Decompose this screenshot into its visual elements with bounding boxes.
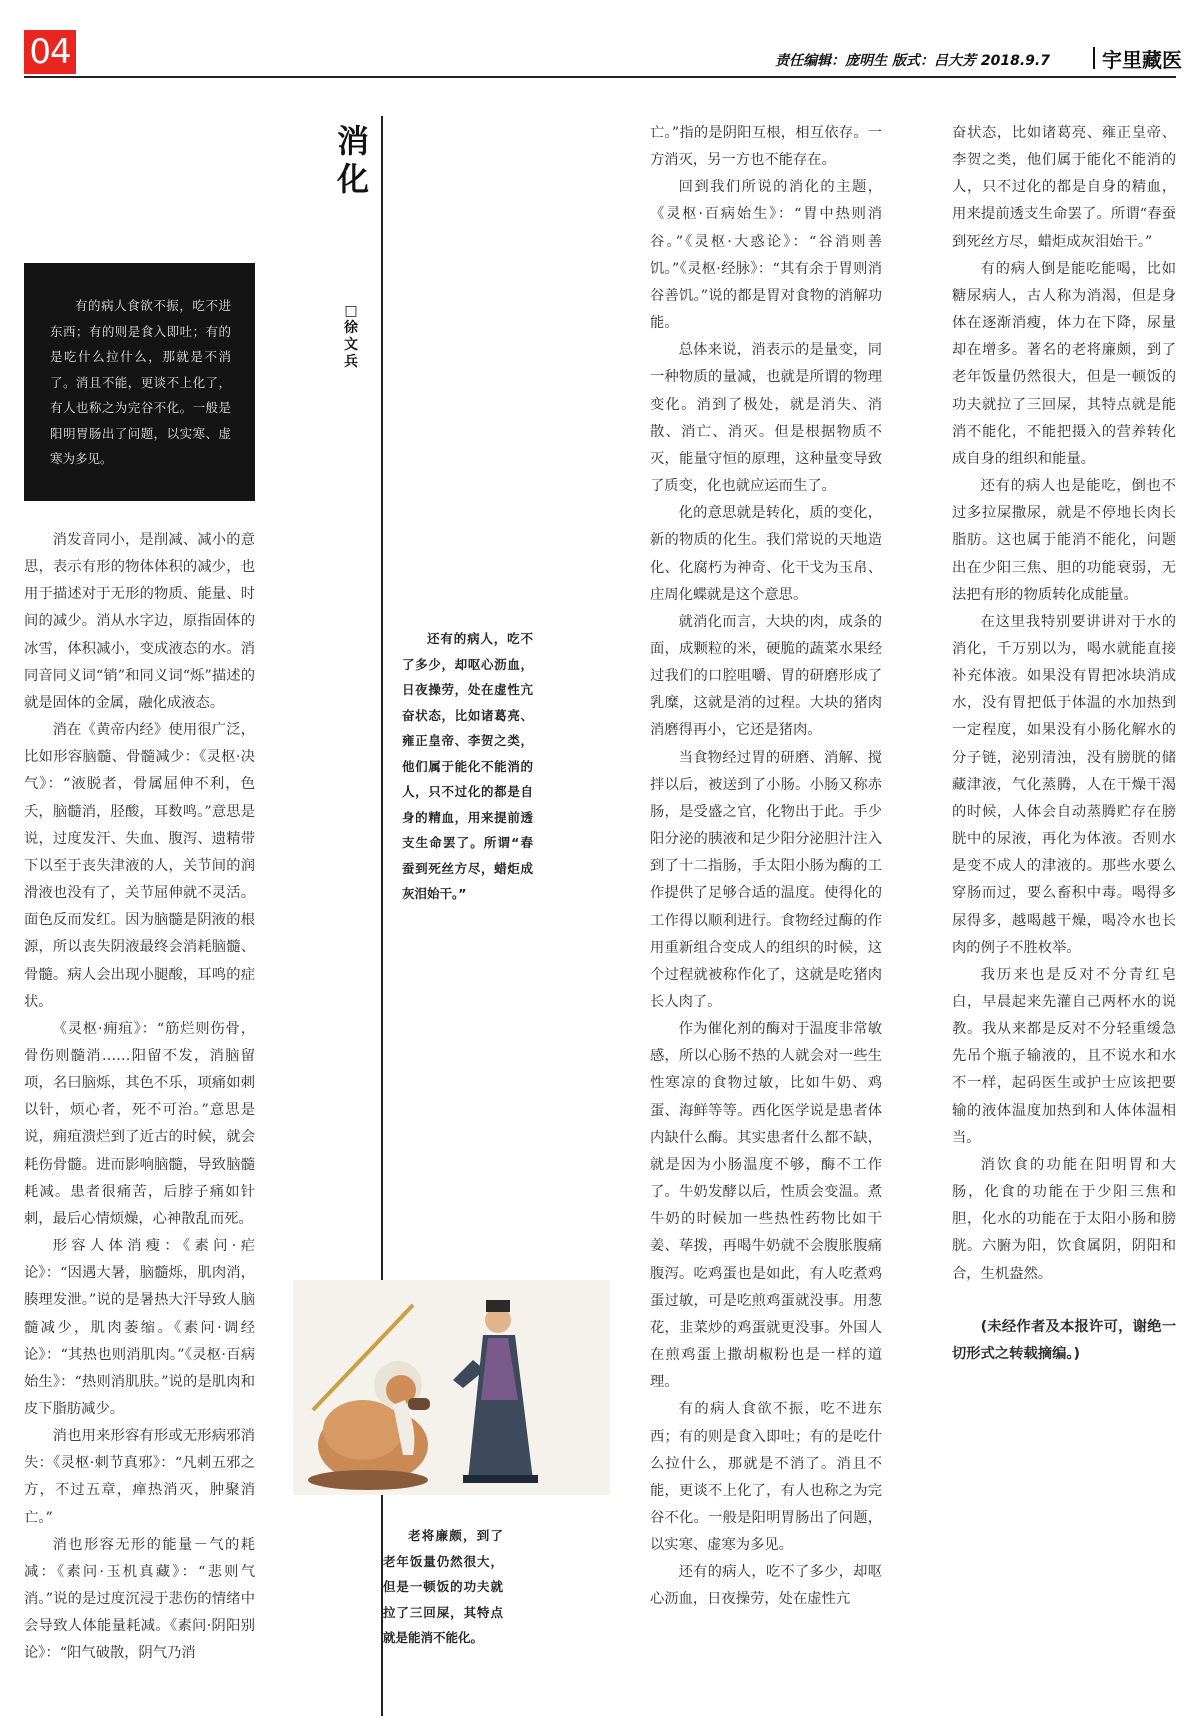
figurine-photo [293,1280,610,1495]
author-mark: □ [344,303,358,319]
paragraph: 还有的病人，吃不了多少，却呕心沥血，日夜操劳，处在虚性亢 [650,1564,882,1608]
page-number: 04 [24,30,76,74]
paragraph: 就消化而言，大块的肉，成条的面，成颗粒的米，硬脆的蔬菜水果经过我们的口腔咀嚼、胃的研磨形成了乳糜，这就是消的过程。大块的猪肉消磨得再小，它还是猪肉。 [650,613,882,739]
author-char: 徐 [344,320,358,336]
title-char: 消 [336,122,369,160]
header-rule [24,76,1176,78]
paragraph: 形容人体消瘦：《素问·疟论》：“因遇大暑，脑髓烁，肌肉消，腠理发泄。”说的是暑热大汗导致人脑髓减少，肌肉萎缩。《素问·调经论》：“其热也则消肌肉。”《灵枢·百病始生》：“热则消肌肤。”说的是肌肉和皮下脂肪减少。 [24,1238,255,1417]
pullquote-text: 老将廉颇，到了老年饭量仍然很大，但是一顿饭的功夫就拉了三回屎，其特点就是能消不能化。 [383,1528,503,1645]
section-title: 宇里藏医 [1102,48,1182,72]
figurine-illustration [293,1280,610,1495]
pullquote-1 [402,626,533,907]
paragraph: 作为催化剂的酶对于温度非常敏感，所以心肠不热的人就会对一些生性寒凉的食物过敏，比如牛奶、鸡蛋、海鲜等等。西化医学说是患者体内缺什么酶。其实患者什么都不缺，就是因为小肠温度不够，酶不工作了。牛奶发酵以后，性质会变温。煮牛奶的时候加一些热性药物比如干姜、荜拨，再喝牛奶就不会腹胀腹痛腹泻。吃鸡蛋也是如此，有人吃煮鸡蛋过敏，可是吃煎鸡蛋就没事。用葱花，韭菜炒的鸡蛋就更没事。外国人在煎鸡蛋上撒胡椒粉也是一样的道理。 [650,1021,882,1391]
paragraph: 消在《黄帝内经》使用很广泛，比如形容脑髓、骨髓减少：《灵枢·决气》：“液脱者，骨属屈伸不利，色夭，脑髓消，胫酸，耳数鸣。”意思是说，过度发汗、失血、腹泻、遗精带下以至于丧失津液的人，关节间的润滑液也没有了，关节屈伸就不灵活。面色反而发红。因为脑髓是阴液的根源，所以丧失阴液最终会消耗脑髓、骨髓。病人会出现小腿酸，耳鸣的症状。 [24,722,255,1010]
author-char: 兵 [344,354,358,370]
paragraph: 消也用来形容有形或无形病邪消失：《灵枢·刺节真邪》：“凡刺五邪之方，不过五章，瘅热消灭，肿聚消亡。” [24,1428,255,1526]
article-author [339,303,363,371]
paragraph: 在这里我特别要讲讲对于水的消化，千万别以为，喝水就能直接补充体液。如果没有胃把冰块消成水，没有胃把低于体温的水加热到一定程度，如果没有小肠化解水的分子链，泌别清浊，没有膀胱的储藏津液，气化蒸腾，人在干燥干渴的时候，人体会自动蒸腾贮存在膀胱中的尿液，再化为体液。否则水是变不成人的津液的。那些水要么穿肠而过，要么畜积中毒。喝得多尿得多，越喝越干燥，喝冷水也长肉的例子不胜枚举。 [952,613,1176,956]
title-char: 化 [336,160,369,198]
paragraph: 消也形容无形的能量－气的耗减：《素问·玉机真藏》：“悲则气消。”说的是过度沉浸于悲伤的情绪中会导致人体能量耗减。《素问·阴阳别论》：“阳气破散，阴气乃消 [24,1536,255,1662]
paragraph: 消发音同小，是削减、减小的意思，表示有形的物体体积的减少，也用于描述对于无形的物质、能量、时间的减少。消从水字边，原指固体的冰雪，体积减小，变成液态的水。消同音同义词“销”和同义词“烁”描述的就是固体的金属，融化成液态。 [24,532,255,711]
lead-text: 有的病人食欲不振，吃不进东西；有的则是食入即吐；有的是吃什么拉什么，那就是不消了。消且不能，更谈不上化了，有人也称之为完谷不化。一般是阳明胃肠出了问题，以实寒、虚寒为多见。 [50,298,231,466]
paragraph: 我历来也是反对不分青红皂白，早晨起来先灌自己两杯水的说教。我从来都是反对不分轻重缓急先吊个瓶子输液的，且不说水和水不一样，起码医生或护士应该把要输的液体温度加热到和人体体温相当。 [952,966,1176,1146]
editor-info: 责任编辑：庞明生 版式：吕大芳 2018.9.7 [775,53,1050,69]
paragraph: 亡。”指的是阴阳互根，相互依存。一方消灭，另一方也不能存在。 [650,125,882,169]
author-char: 文 [344,337,358,353]
column-4 [952,120,1176,1368]
paragraph: 有的病人食欲不振，吃不进东西；有的则是食入即吐；有的是吃什么拉什么，那就是不消了。消且不能，更谈不上化了，有人也称之为完谷不化。一般是阳明胃肠出了问题，以实寒、虚寒为多见。 [650,1401,882,1554]
paragraph: 还有的病人也是能吃，倒也不过多拉屎撒尿，就是不停地长肉长脂肪。这也属于能消不能化，问题出在少阳三焦、胆的功能衰弱，无法把有形的物质转化成能量。 [952,478,1176,603]
paragraph: 《灵枢·痈疽》：“筋烂则伤骨，骨伤则髓消……阳留不发，消脑留项，名曰脑烁，其色不乐，项痛如刺以针，烦心者，死不可治。”意思是说，痈疽溃烂到了近古的时候，就会耗伤骨髓。进而影响脑髓，导致脑髓耗减。患者很痛苦，后脖子痛如针刺，最后心情烦燥，心神散乱而死。 [24,1020,255,1227]
lead-box [24,263,255,501]
paragraph: 消饮食的功能在阳明胃和大肠，化食的功能在于少阳三焦和胆，化水的功能在于太阳小肠和膀胱。六腑为阳，饮食属阴，阴阳和合，生机盎然。 [952,1156,1176,1282]
paragraph: 奋状态，比如诸葛亮、雍正皇帝、李贺之类，他们属于能化不能消的人，只不过化的都是自身的精血，用来提前透支生命罢了。所谓“春蚕到死丝方尽，蜡炬成灰泪始干。” [952,125,1176,250]
paragraph: 当食物经过胃的研磨、消解、搅拌以后，被送到了小肠。小肠又称赤肠，是受盛之官，化物出于此。手少阳分泌的胰液和足少阳分泌胆汁注入到了十二指肠，手太阳小肠为酶的工作提供了足够合适的温度。使得化的工作得以顺利进行。食物经过酶的作用重新组合变成人的组织的时候，这个过程就被称作化了，这就是吃猪肉长人肉了。 [650,749,882,1010]
column-1 [24,527,255,1668]
article-title [333,122,373,198]
pullquote-2 [383,1523,503,1651]
paragraph: 有的病人倒是能吃能喝，比如糖尿病人，古人称为消渴，但是身体在逐渐消瘦，体力在下降，尿量却在增多。著名的老将廉颇，到了老年饭量仍然很大，但是一顿饭的功夫就拉了三回屎，其特点就是能消不能化，不能把摄入的营养转化成自身的组织和能量。 [952,260,1176,467]
header-separator [1093,47,1095,69]
pullquote-text: 还有的病人，吃不了多少，却呕心沥血，日夜操劳，处在虚性亢奋状态，比如诸葛亮、雍正皇帝、李贺之类，他们属于能化不能消的人，只不过化的都是自身的精血，用来提前透支生命罢了。所谓“春蚕到死丝方尽，蜡炬成灰泪始干。” [402,631,533,901]
paragraph: 总体来说，消表示的是量变，同一种物质的量减，也就是所谓的物理变化。消到了极处，就是消失、消散、消亡、消灭。但是根据物质不灭，能量守恒的原理，这种量变导致了质变，化也就应运而生了。 [650,342,882,495]
paragraph: 化的意思就是转化，质的变化，新的物质的化生。我们常说的天地造化、化腐朽为神奇、化干戈为玉帛、庄周化蝶就是这个意思。 [650,505,882,603]
copyright-notice: (未经作者及本报许可，谢绝一切形式之转载摘编。) [952,1318,1176,1362]
column-3 [650,120,882,1614]
paragraph: 回到我们所说的消化的主题，《灵枢·百病始生》：“胃中热则消谷。”《灵枢·大惑论》：“谷消则善饥。”《灵枢·经脉》：“其有余于胃则消谷善饥。”说的都是胃对食物的消解功能。 [650,179,882,332]
